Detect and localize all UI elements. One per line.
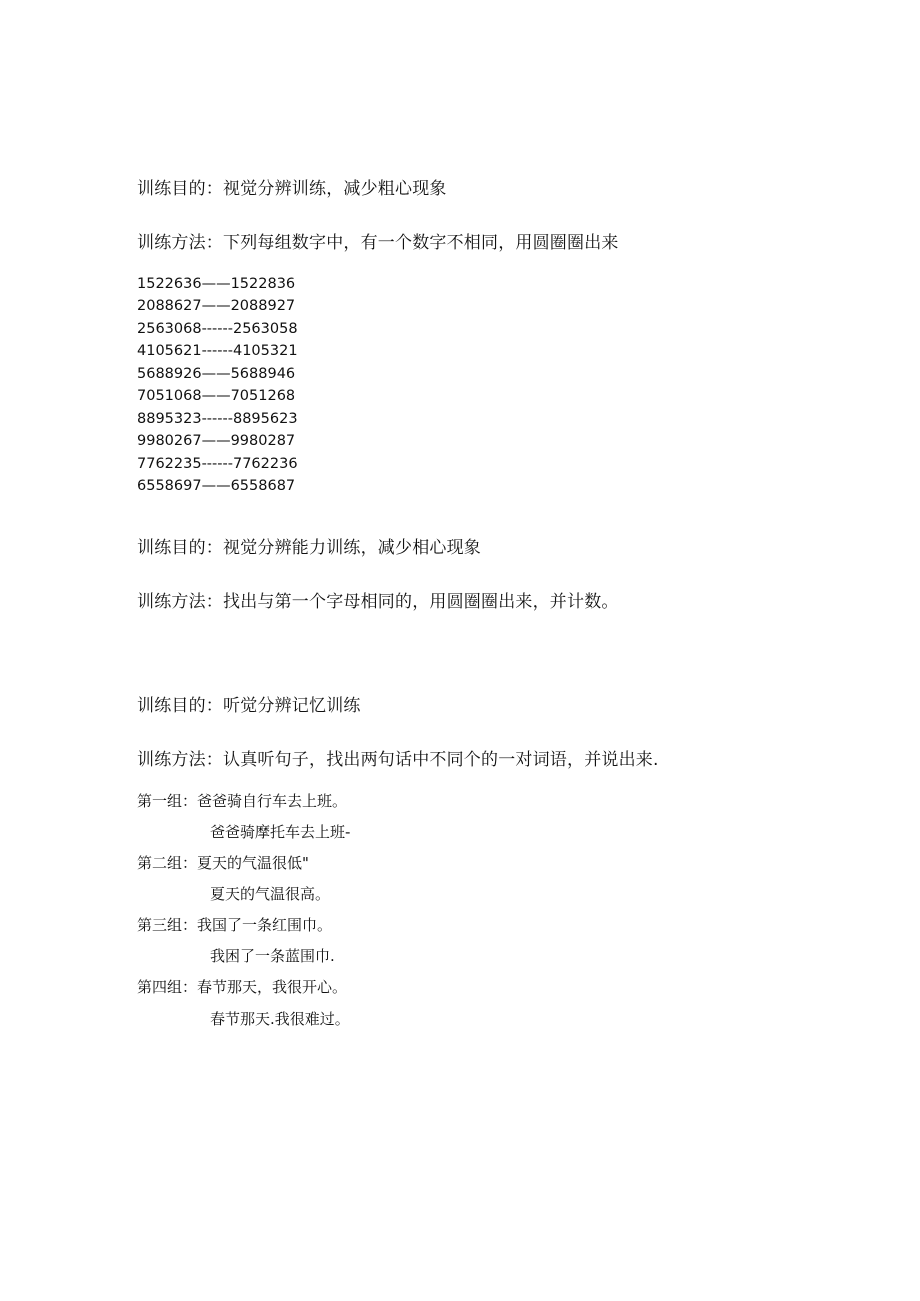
number-pair: 8895323------8895623	[137, 411, 298, 427]
group-label: 第一组：	[137, 792, 198, 810]
section2-goal: 训练目的：视觉分辨能力训练，减少相心现象	[137, 538, 481, 558]
group-sentence: 夏天的气温很低"	[197, 854, 309, 872]
group-1-first	[137, 794, 347, 809]
group-sentence: 我国了一条红围巾。	[197, 916, 333, 934]
number-pair: 7762235------7762236	[137, 456, 298, 472]
section1-method: 训练方法：下列每组数字中，有一个数字不相同，用圆圈圈出来	[137, 233, 619, 253]
number-pair: 5688926——5688946	[137, 366, 296, 382]
group-label: 第二组：	[137, 854, 198, 872]
number-pair: 2088627——2088927	[137, 298, 296, 314]
group-3-first	[137, 918, 332, 933]
number-pair: 1522636——1522836	[137, 276, 296, 292]
group-label: 第三组：	[137, 916, 198, 934]
section2-method: 训练方法：找出与第一个字母相同的，用圆圈圈出来，并计数。	[137, 592, 619, 612]
group-2-first	[137, 856, 309, 871]
section3-goal: 训练目的：听觉分辨记忆训练	[137, 696, 361, 716]
group-4-first	[137, 980, 347, 995]
number-pair: 6558697——6558687	[137, 478, 296, 494]
number-pair: 9980267——9980287	[137, 433, 296, 449]
group-1-second: 爸爸骑摩托车去上班-	[210, 823, 351, 841]
group-4-second: 春节那天.我很难过。	[210, 1010, 350, 1028]
group-2-second: 夏天的气温很高。	[210, 885, 331, 903]
number-pair: 7051068——7051268	[137, 388, 296, 404]
number-pair: 2563068------2563058	[137, 321, 298, 337]
group-sentence: 爸爸骑自行车去上班。	[197, 792, 348, 810]
section1-goal: 训练目的：视觉分辨训练，减少粗心现象	[137, 179, 447, 199]
section3-method: 训练方法：认真听句子，找出两句话中不同个的一对词语，并说出来.	[137, 750, 659, 770]
group-sentence: 春节那天，我很开心。	[197, 978, 348, 996]
number-pair: 4105621------4105321	[137, 343, 298, 359]
group-3-second: 我困了一条蓝围巾.	[210, 947, 335, 965]
group-label: 第四组：	[137, 978, 198, 996]
